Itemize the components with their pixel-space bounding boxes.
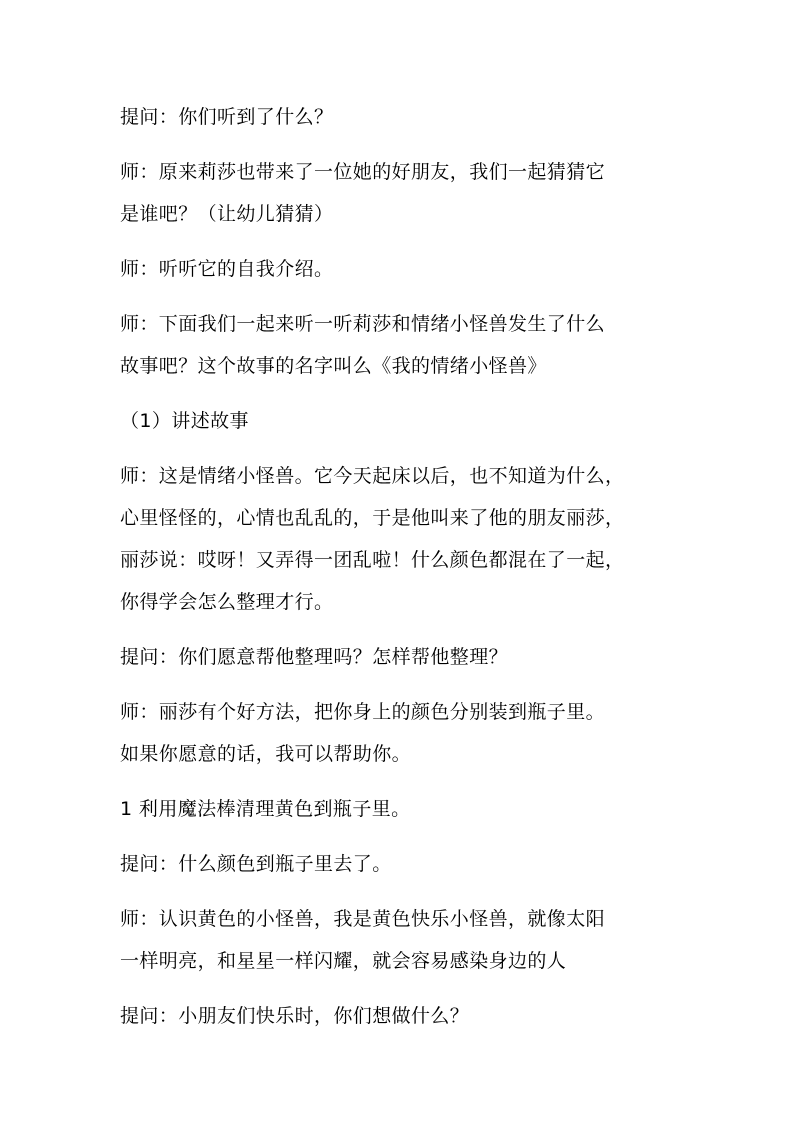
section-heading: （1）讲述故事 xyxy=(120,410,249,432)
teacher-text-continued: 心里怪怪的，心情也乱乱的，于是他叫来了他的朋友丽莎， xyxy=(120,507,625,529)
teacher-text: 师：原来莉莎也带来了一位她的好朋友，我们一起猜猜它 xyxy=(120,161,606,183)
teacher-text-continued: 故事吧？这个故事的名字叫么《我的情绪小怪兽》 xyxy=(120,355,547,377)
teacher-text: 师：下面我们一起来听一听莉莎和情绪小怪兽发生了什么 xyxy=(120,313,606,335)
question-text: 提问：你们听到了什么？ xyxy=(120,106,334,128)
question-text: 提问：你们愿意帮他整理吗？怎样帮他整理？ xyxy=(120,646,509,668)
teacher-text-continued: 丽莎说：哎呀！又弄得一团乱啦！什么颜色都混在了一起， xyxy=(120,549,625,571)
teacher-text-continued: 你得学会怎么整理才行。 xyxy=(120,591,334,613)
teacher-text-continued: 如果你愿意的话，我可以帮助你。 xyxy=(120,743,412,765)
question-text: 提问：什么颜色到瓶子里去了。 xyxy=(120,853,392,875)
teacher-text: 师：丽莎有个好方法，把你身上的颜色分别装到瓶子里。 xyxy=(120,701,606,723)
teacher-text: 师：认识黄色的小怪兽，我是黄色快乐小怪兽，就像太阳 xyxy=(120,908,606,930)
teacher-text: 师：这是情绪小怪兽。它今天起床以后，也不知道为什么， xyxy=(120,465,625,487)
question-text: 提问：小朋友们快乐时，你们想做什么？ xyxy=(120,1005,470,1027)
teacher-text: 师：听听它的自我介绍。 xyxy=(120,258,334,280)
teacher-text-continued: 一样明亮，和星星一样闪耀，就会容易感染身边的人 xyxy=(120,950,567,972)
activity-step: 1 利用魔法棒清理黄色到瓶子里。 xyxy=(120,798,411,820)
teacher-text-continued: 是谁吧？（让幼儿猜猜） xyxy=(120,203,334,225)
